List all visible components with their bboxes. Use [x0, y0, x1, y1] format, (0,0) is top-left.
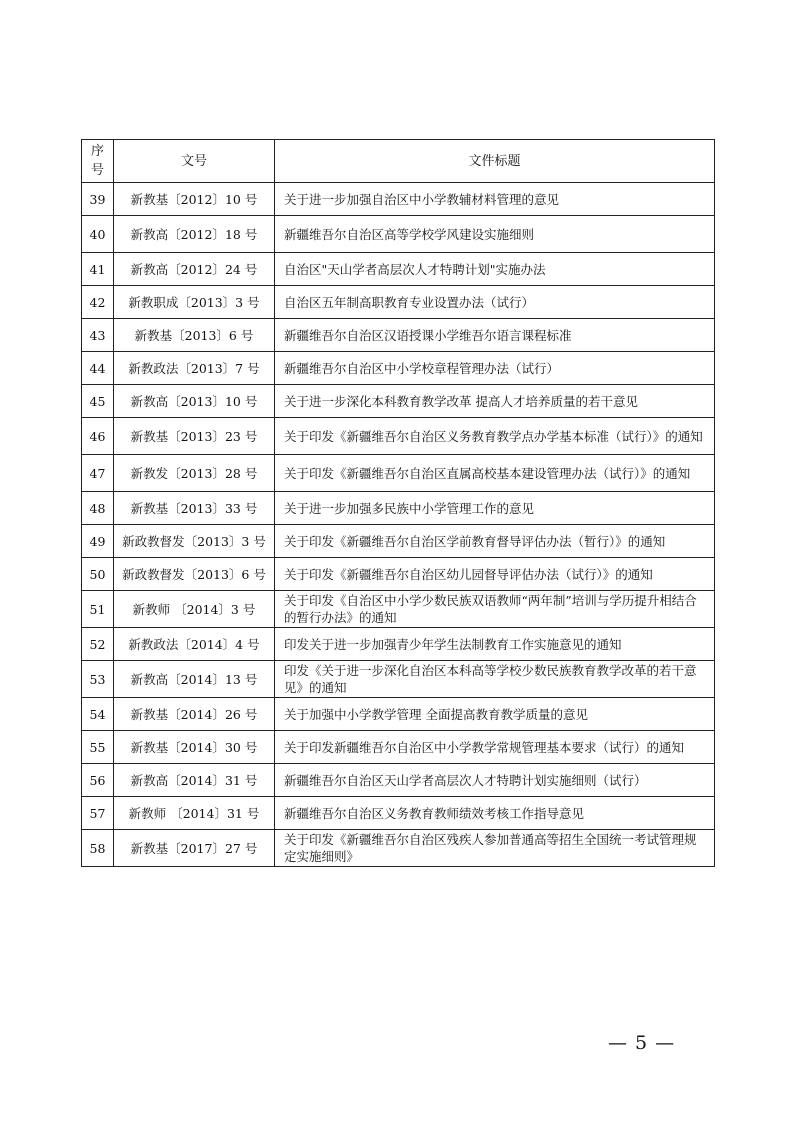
cell-seq: 42 [82, 286, 114, 319]
cell-doc-number: 新教职成〔2013〕3 号 [114, 286, 275, 319]
cell-title: 关于印发《自治区中小学少数民族双语教师“两年制”培训与学历提升相结合的暂行办法》的通知 [275, 591, 715, 628]
cell-title: 关于进一步深化本科教育教学改革 提高人才培养质量的若干意见 [275, 385, 715, 418]
cell-doc-number: 新教基〔2013〕23 号 [114, 418, 275, 455]
cell-doc-number: 新教高〔2013〕10 号 [114, 385, 275, 418]
table-row [82, 591, 715, 628]
cell-title: 印发关于进一步加强青少年学生法制教育工作实施意见的通知 [275, 628, 715, 661]
cell-title: 关于进一步加强自治区中小学教辅材料管理的意见 [275, 183, 715, 216]
cell-doc-number: 新教政法〔2013〕7 号 [114, 352, 275, 385]
cell-doc-number: 新教高〔2014〕31 号 [114, 764, 275, 797]
cell-seq: 53 [82, 661, 114, 698]
header-seq [82, 140, 114, 183]
table-body [82, 183, 715, 867]
cell-seq: 55 [82, 731, 114, 764]
cell-doc-number: 新教师 〔2014〕3 号 [114, 591, 275, 628]
cell-title: 关于加强中小学教学管理 全面提高教育教学质量的意见 [275, 698, 715, 731]
cell-seq: 46 [82, 418, 114, 455]
cell-doc-number: 新教政法〔2014〕4 号 [114, 628, 275, 661]
cell-title: 新疆维吾尔自治区汉语授课小学维吾尔语言课程标准 [275, 319, 715, 352]
cell-title: 关于印发《新疆维吾尔自治区学前教育督导评估办法（暂行）》的通知 [275, 525, 715, 558]
cell-seq: 39 [82, 183, 114, 216]
table-row [82, 418, 715, 455]
cell-seq: 57 [82, 797, 114, 830]
table-row [82, 698, 715, 731]
cell-seq: 56 [82, 764, 114, 797]
cell-seq: 45 [82, 385, 114, 418]
cell-seq: 48 [82, 492, 114, 525]
table-row [82, 731, 715, 764]
cell-title: 关于印发《新疆维吾尔自治区直属高校基本建设管理办法（试行）》的通知 [275, 455, 715, 492]
cell-title: 关于印发《新疆维吾尔自治区幼儿园督导评估办法（试行）》的通知 [275, 558, 715, 591]
cell-seq: 40 [82, 216, 114, 253]
cell-doc-number: 新教基〔2012〕10 号 [114, 183, 275, 216]
cell-doc-number: 新教基〔2014〕30 号 [114, 731, 275, 764]
cell-seq: 51 [82, 591, 114, 628]
cell-seq: 54 [82, 698, 114, 731]
cell-title: 关于印发《新疆维吾尔自治区残疾人参加普通高等招生全国统一考试管理规定实施细则》 [275, 830, 715, 867]
cell-seq: 49 [82, 525, 114, 558]
header-seq-line1: 序 [90, 144, 104, 159]
cell-title: 关于进一步加强多民族中小学管理工作的意见 [275, 492, 715, 525]
cell-title: 新疆维吾尔自治区中小学校章程管理办法（试行） [275, 352, 715, 385]
table-row [82, 319, 715, 352]
table-row [82, 183, 715, 216]
page-number: — 5 — [608, 1032, 676, 1054]
cell-title: 新疆维吾尔自治区义务教育教师绩效考核工作指导意见 [275, 797, 715, 830]
cell-doc-number: 新教高〔2012〕24 号 [114, 253, 275, 286]
table-row [82, 385, 715, 418]
table-row [82, 286, 715, 319]
cell-seq: 50 [82, 558, 114, 591]
cell-doc-number: 新教基〔2013〕33 号 [114, 492, 275, 525]
cell-doc-number: 新政教督发〔2013〕3 号 [114, 525, 275, 558]
cell-seq: 52 [82, 628, 114, 661]
header-seq-line2: 号 [90, 163, 104, 178]
cell-title: 自治区"天山学者高层次人才特聘计划"实施办法 [275, 253, 715, 286]
table-row [82, 830, 715, 867]
cell-seq: 47 [82, 455, 114, 492]
cell-doc-number: 新教基〔2017〕27 号 [114, 830, 275, 867]
table-row [82, 455, 715, 492]
cell-title: 关于印发新疆维吾尔自治区中小学教学常规管理基本要求（试行）的通知 [275, 731, 715, 764]
table-row [82, 764, 715, 797]
cell-doc-number: 新政教督发〔2013〕6 号 [114, 558, 275, 591]
cell-doc-number: 新教师 〔2014〕31 号 [114, 797, 275, 830]
table-row [82, 525, 715, 558]
table-row [82, 216, 715, 253]
table-row [82, 797, 715, 830]
table-row [82, 352, 715, 385]
table-row [82, 492, 715, 525]
cell-seq: 58 [82, 830, 114, 867]
table-row [82, 558, 715, 591]
cell-title: 印发《关于进一步深化自治区本科高等学校少数民族教育教学改革的若干意见》的通知 [275, 661, 715, 698]
cell-doc-number: 新教基〔2013〕6 号 [114, 319, 275, 352]
cell-doc-number: 新教高〔2014〕13 号 [114, 661, 275, 698]
table-header-row [82, 140, 715, 183]
header-doc-number: 文号 [114, 140, 275, 183]
cell-title: 新疆维吾尔自治区天山学者高层次人才特聘计划实施细则（试行） [275, 764, 715, 797]
table-row [82, 253, 715, 286]
cell-doc-number: 新教发〔2013〕28 号 [114, 455, 275, 492]
cell-doc-number: 新教基〔2014〕26 号 [114, 698, 275, 731]
cell-seq: 41 [82, 253, 114, 286]
table-row [82, 661, 715, 698]
header-title: 文件标题 [275, 140, 715, 183]
cell-seq: 43 [82, 319, 114, 352]
cell-title: 自治区五年制高职教育专业设置办法（试行） [275, 286, 715, 319]
cell-seq: 44 [82, 352, 114, 385]
table-row [82, 628, 715, 661]
cell-title: 新疆维吾尔自治区高等学校学风建设实施细则 [275, 216, 715, 253]
document-list-table [81, 139, 715, 867]
cell-doc-number: 新教高〔2012〕18 号 [114, 216, 275, 253]
cell-title: 关于印发《新疆维吾尔自治区义务教育教学点办学基本标准（试行）》的通知 [275, 418, 715, 455]
